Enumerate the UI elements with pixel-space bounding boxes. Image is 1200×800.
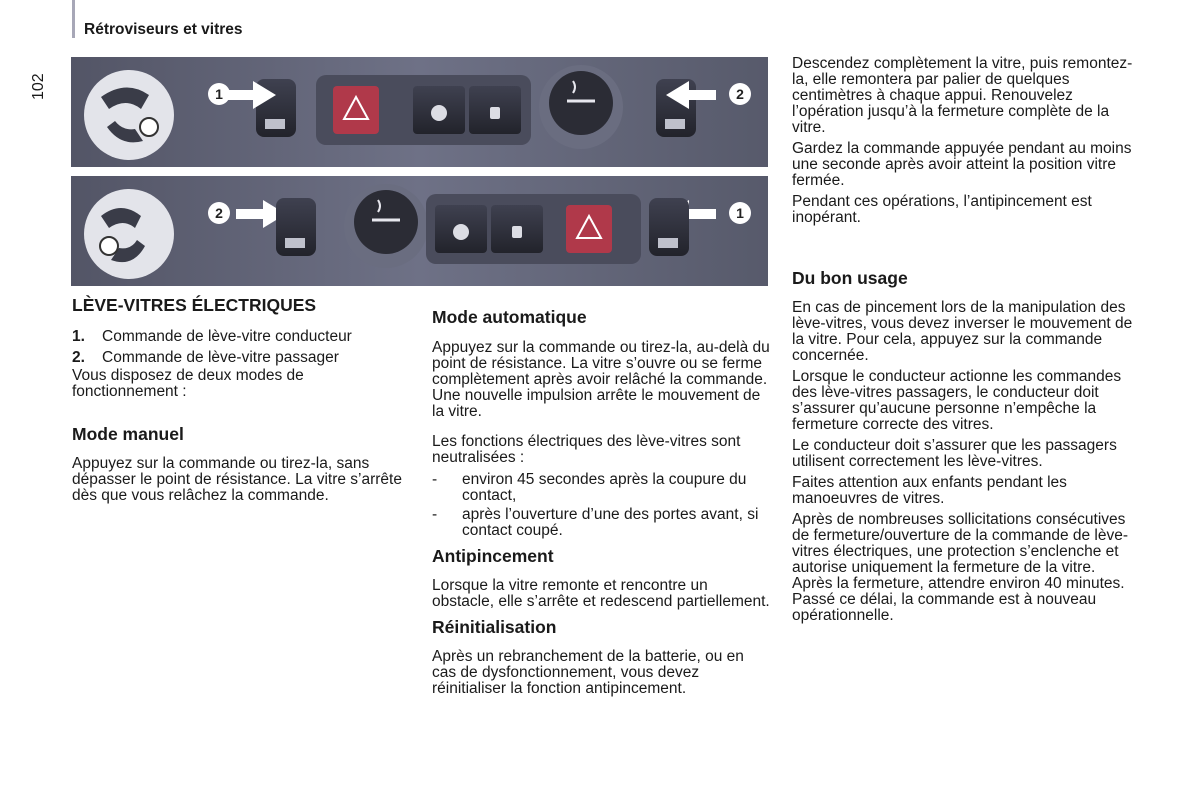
paragraph: Descendez complètement la vitre, puis remontez-la, elle remontera par palier de quelques centimètres à chaque appui. Renouvelez l’opération jusqu’à la fermeture complète de la vitre. [792, 55, 1133, 136]
callout-1: 1 [736, 205, 744, 221]
paragraph: Le conducteur doit s’assurer que les passagers utilisent correctement les lève-vitres. [792, 437, 1117, 470]
section-heading: LÈVE-VITRES ÉLECTRIQUES [72, 295, 317, 315]
item-number: 1. [72, 328, 85, 345]
callout-2: 2 [736, 86, 744, 102]
manual-mode-text: Appuyez sur la commande ou tirez-la, sans dépasser le point de résistance. La vitre s’arrête dès que vous relâchez la commande. [72, 455, 402, 504]
item-text: Commande de lève-vitre passager [102, 349, 339, 366]
hazard-button [566, 205, 612, 253]
figure-lhd-console [71, 57, 768, 167]
paragraph: Faites attention aux enfants pendant les manoeuvres de vitres. [792, 474, 1067, 507]
callout-2: 2 [215, 205, 223, 221]
item-number: 2. [72, 349, 85, 366]
list-item [72, 329, 407, 345]
reinit-text: Après un rebranchement de la batterie, ou en cas de dysfonctionnement, vous devez réinitialiser la fonction antipincement. [432, 648, 744, 697]
paragraph: En cas de pincement lors de la manipulation des lève-vitres, vous devez inverser le mouvement de la vitre. Pour cela, appuyez sur la commande concernée. [792, 299, 1133, 364]
list-item [72, 350, 407, 366]
list-item: - après l’ouverture d’une des portes avant, si contact coupé. [432, 506, 759, 539]
steering-wheel-icon [84, 189, 174, 279]
paragraph: Après de nombreuses sollicitations consécutives de fermeture/ouverture de la commande de lève-vitres électriques, une protection s’enclenche et autorise uniquement la fermeture de la vitre. Après la fermeture, attendre environ 40 minutes. Passé ce délai, la commande est à nouveau opérationnelle. [792, 511, 1129, 624]
paragraph: Pendant ces opérations, l’antipincement est inopérant. [792, 193, 1092, 226]
good-use-heading: Du bon usage [792, 268, 908, 288]
item-text: Commande de lève-vitre conducteur [102, 328, 352, 345]
paragraph: Gardez la commande appuyée pendant au moins une seconde après avoir atteint la position vitre fermée. [792, 140, 1132, 189]
lighter [549, 71, 613, 135]
paragraph: Lorsque le conducteur actionne les commandes des lève-vitres passagers, le conducteur doit s’assurer qu’aucune personne n’empêche la fermeture correcte des vitres. [792, 368, 1122, 433]
figure-rhd-console [71, 176, 768, 286]
intro-text: Vous disposez de deux modes de fonctionnement : [72, 367, 304, 400]
manual-mode-heading: Mode manuel [72, 424, 184, 444]
section-title: Rétroviseurs et vitres [84, 21, 243, 38]
steering-wheel-icon [84, 70, 174, 160]
antipinch-text: Lorsque la vitre remonte et rencontre un obstacle, elle s’arrête et redescend partiellement. [432, 577, 770, 610]
neutralized-text: Les fonctions électriques des lève-vitres sont neutralisées : [432, 433, 741, 466]
callout-1: 1 [215, 86, 223, 102]
auto-mode-heading: Mode automatique [432, 307, 587, 327]
list-item: - environ 45 secondes après la coupure du contact, [432, 471, 747, 504]
column-1 [72, 297, 407, 509]
hazard-button [333, 86, 379, 134]
header-rule [72, 0, 75, 38]
column-3 [792, 56, 1137, 629]
antipinch-heading: Antipincement [432, 546, 554, 566]
column-2 [432, 309, 772, 702]
page-number: 102 [30, 73, 47, 100]
reinit-heading: Réinitialisation [432, 617, 557, 637]
auto-mode-text: Appuyez sur la commande ou tirez-la, au-delà du point de résistance. La vitre s’ouvre ou se ferme complètement après avoir relâché la commande. Une nouvelle impulsion arrête le mouvement de la vitre. [432, 339, 770, 420]
lighter [354, 190, 418, 254]
